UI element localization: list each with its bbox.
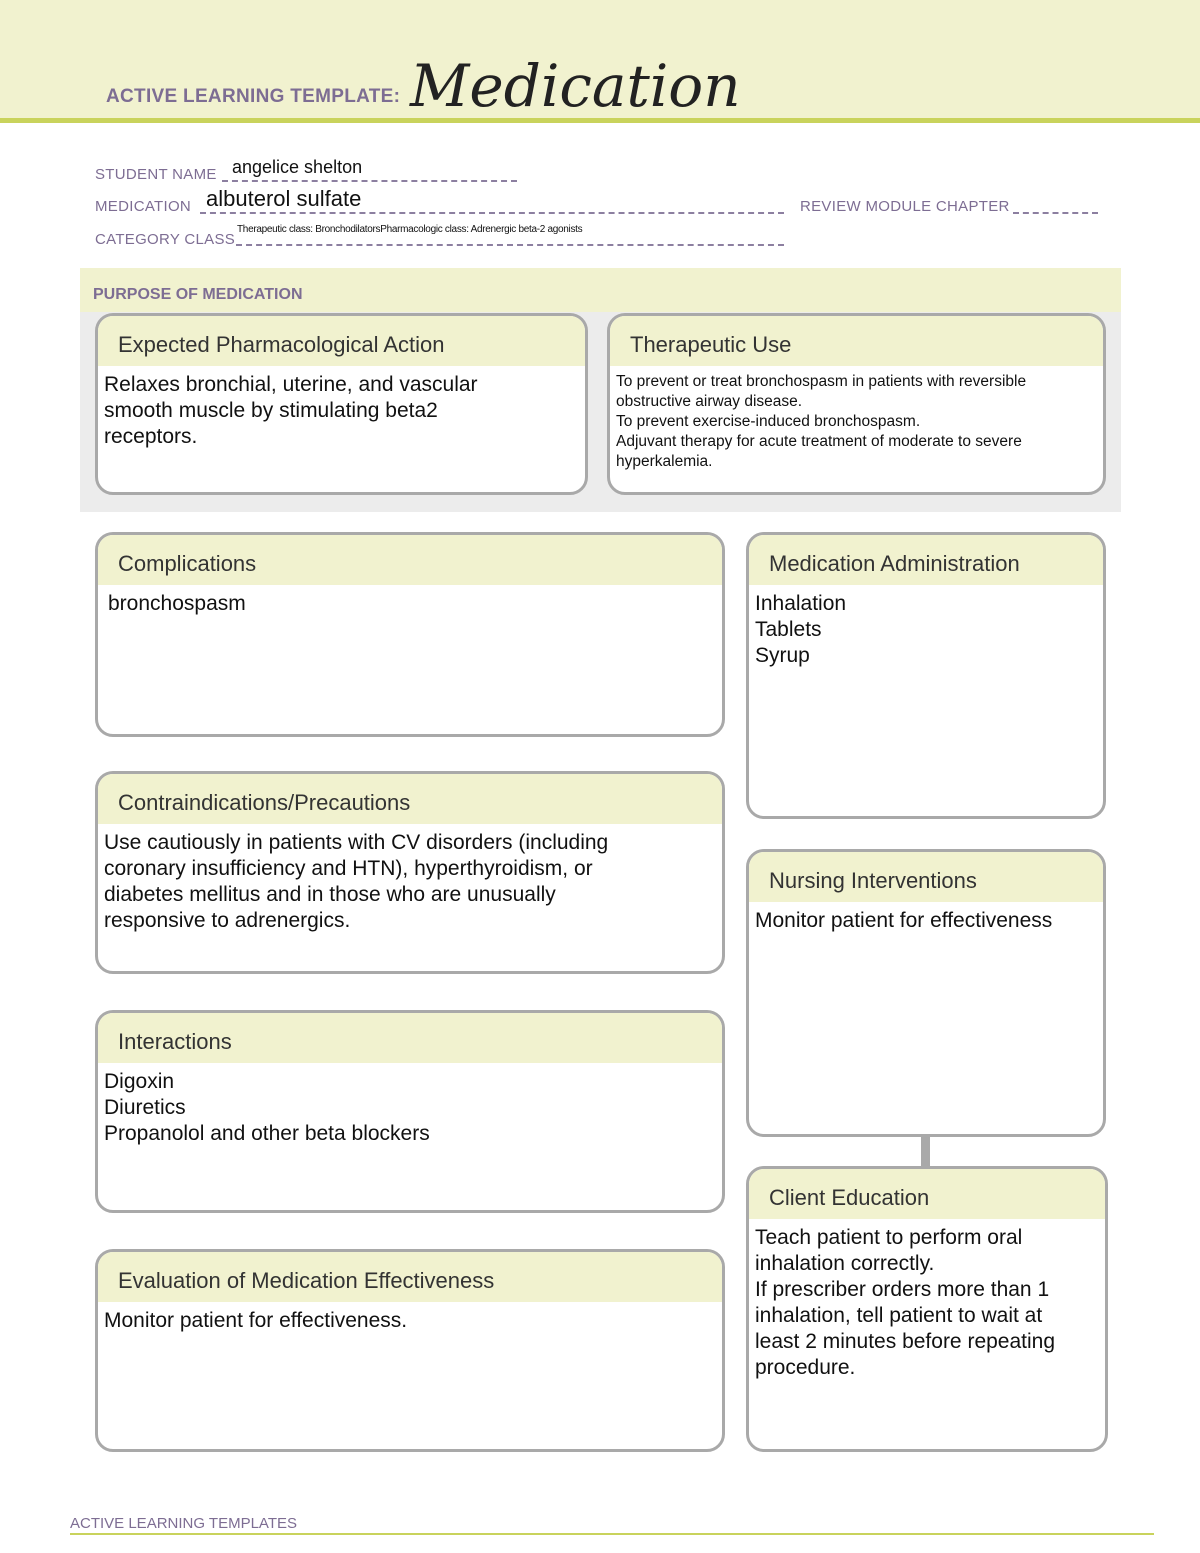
medication-underline [200,212,784,214]
review-module-field[interactable] [1013,212,1098,214]
box-title: Contraindications/Precautions [98,774,722,824]
expected-action-box [95,313,588,495]
box-title: Complications [98,535,722,585]
box-title: Expected Pharmacological Action [98,316,585,366]
medication-label: MEDICATION [95,198,192,215]
footer-text: ACTIVE LEARNING TEMPLATES [70,1515,297,1532]
box-content[interactable]: Digoxin Diuretics Propanolol and other beta blockers [104,1070,430,1145]
medication-field[interactable]: albuterol sulfate [206,186,362,211]
box-title: Client Education [749,1169,1105,1219]
category-class-underline [236,244,784,246]
student-name-label: STUDENT NAME [95,166,217,183]
box-content[interactable]: To prevent or treat bronchospasm in patients with reversible obstructive airway disease. To prevent exercise-induced bronchospasm. Adjuvant therapy for acute treatment of moderate to severe hyperkalemia. [616,373,1027,470]
administration-box [746,532,1106,819]
therapeutic-use-box [607,313,1106,495]
client-education-box [746,1166,1108,1452]
box-content[interactable]: bronchospasm [108,592,246,615]
header-band [0,0,1200,123]
box-title: Evaluation of Medication Effectiveness [98,1252,722,1302]
evaluation-box [95,1249,725,1452]
complications-box [95,532,725,737]
review-module-label: REVIEW MODULE CHAPTER [800,198,1010,215]
box-content[interactable]: Teach patient to perform oral inhalation correctly. If prescriber orders more than 1 inhalation, tell patient to wait at least 2 minutes before repeating procedure. [755,1226,1056,1379]
box-content[interactable]: Monitor patient for effectiveness. [104,1309,408,1332]
category-class-label: CATEGORY CLASS [95,231,236,248]
purpose-title: PURPOSE OF MEDICATION [80,268,1121,312]
student-name-field[interactable]: angelice shelton [232,157,363,177]
box-title: Therapeutic Use [610,316,1103,366]
contraindications-box [95,771,725,974]
box-title: Nursing Interventions [749,852,1103,902]
box-content[interactable]: Relaxes bronchial, uterine, and vascular smooth muscle by stimulating beta2 receptors. [104,373,478,448]
footer-line [70,1533,1154,1535]
box-content[interactable]: Monitor patient for effectiveness [755,909,1053,932]
box-content[interactable]: Inhalation Tablets Syrup [755,592,847,667]
nursing-interventions-box [746,849,1106,1137]
student-name-underline [222,180,517,182]
box-title: Interactions [98,1013,722,1063]
box-content[interactable]: Use cautiously in patients with CV disorders (including coronary insufficiency and HTN), hyperthyroidism, or diabetes mellitus and in those who are unusually responsive to adrenergics. [104,831,609,932]
connector [921,1136,930,1167]
category-class-field[interactable]: Therapeutic class: BronchodilatorsPharmacologic class: Adrenergic beta-2 agonists [237,224,583,235]
template-prefix: ACTIVE LEARNING TEMPLATE: [106,86,401,107]
box-title: Medication Administration [749,535,1103,585]
interactions-box [95,1010,725,1213]
page-title: Medication [410,52,741,120]
